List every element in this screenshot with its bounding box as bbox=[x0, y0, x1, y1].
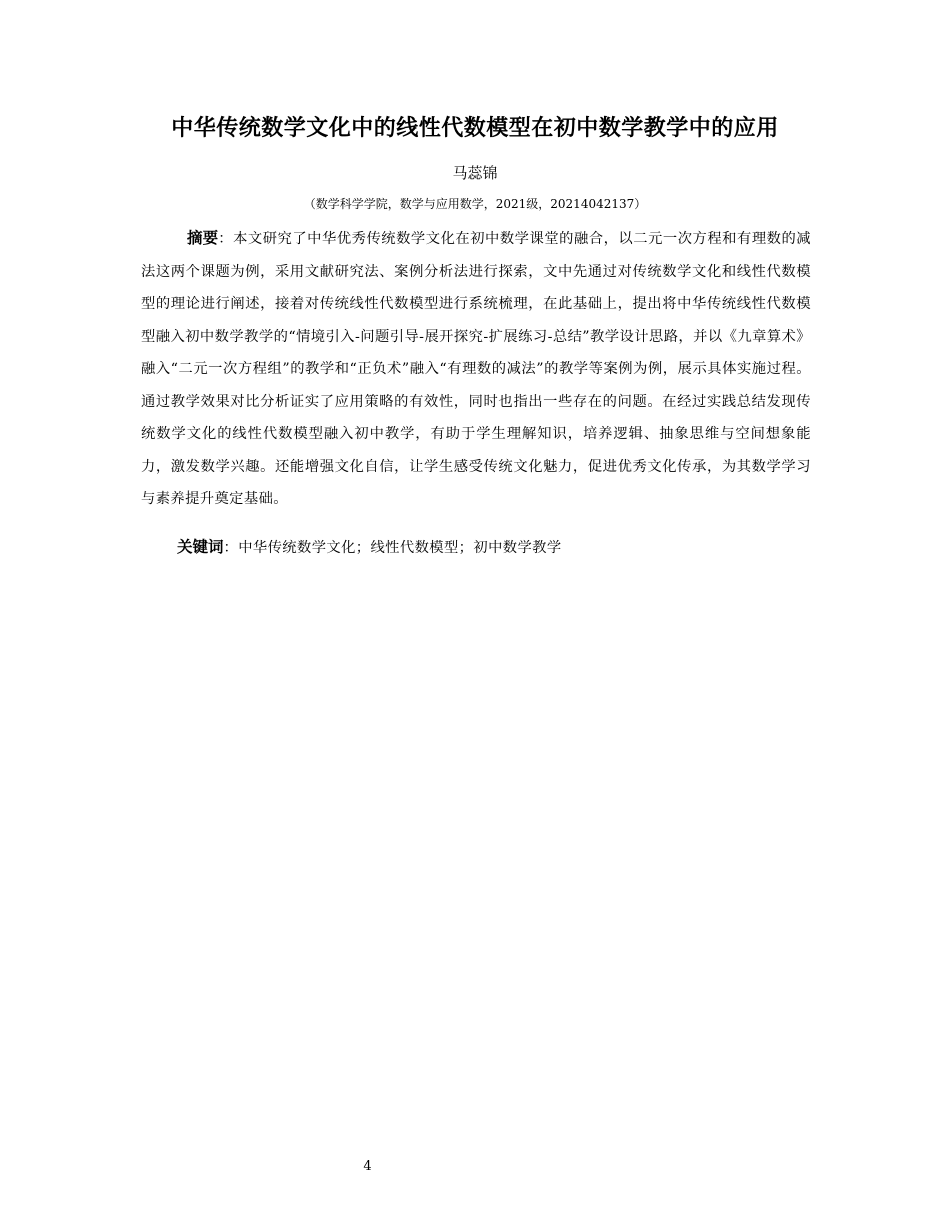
keywords-line bbox=[177, 533, 817, 562]
keywords-label: 关键词 bbox=[177, 538, 224, 556]
page-number: 4 bbox=[363, 1159, 372, 1174]
abstract-separator: ： bbox=[218, 231, 234, 247]
abstract-text: 本文研究了中华优秀传统数学文化在初中数学课堂的融合，以二元一次方程和有理数的减法这两个课题为例，采用文献研究法、案例分析法进行探索，文中先通过对传统数学文化和线性代数模型的理论进行阐述，接着对传统线性代数模型进行系统梳理，在此基础上，提出将中华传统线性代数模型融入初中数学教学的“情境引入-问题引导-展开探究-扩展练习-总结”教学设计思路，并以《九章算术》融入“二元一次方程组”的教学和“正负术”融入“有理数的减法”的教学等案例为例，展示具体实施过程。通过教学效果对比分析证实了应用策略的有效性，同时也指出一些存在的问题。在经过实践总结发现传统数学文化的线性代数模型融入初中教学，有助于学生理解知识，培养逻辑、抽象思维与空间想象能力，激发数学兴趣。还能增强文化自信，让学生感受传统文化魅力，促进优秀文化传承，为其数学学习与素养提升奠定基础。 bbox=[141, 231, 811, 507]
author-affiliation: （数学科学学院，数学与应用数学，2021级，20214042137） bbox=[303, 197, 647, 211]
keywords-separator: ： bbox=[223, 540, 239, 556]
paper-title: 中华传统数学文化中的线性代数模型在初中数学教学中的应用 bbox=[171, 116, 779, 141]
abstract-paragraph bbox=[141, 222, 811, 516]
abstract-label: 摘要 bbox=[187, 229, 219, 247]
keywords-text: 中华传统数学文化；线性代数模型；初中数学教学 bbox=[238, 540, 562, 556]
author-name: 马蕊锦 bbox=[452, 164, 498, 182]
